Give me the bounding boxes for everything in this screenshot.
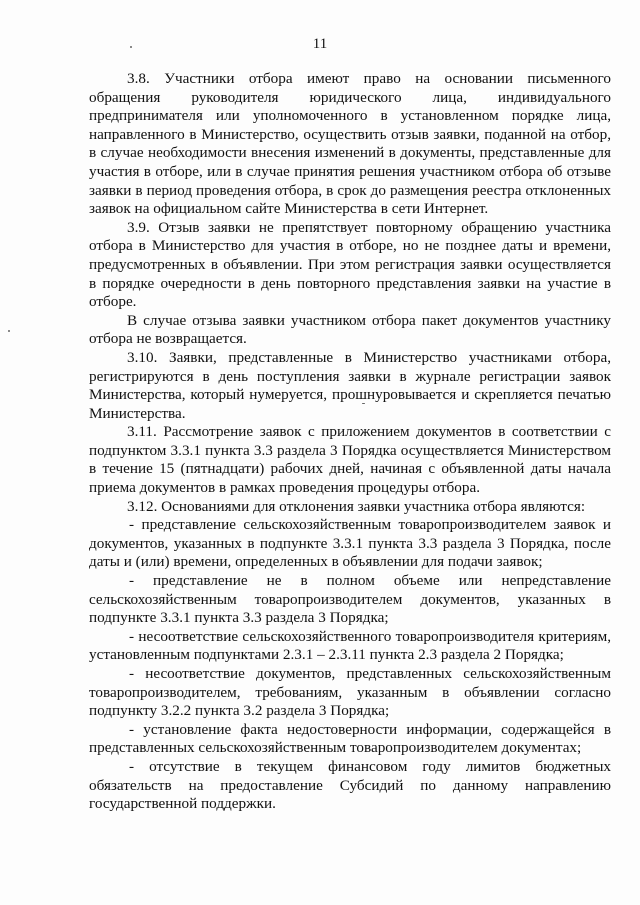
- rejection-reason-item: - несоответствие сельскохозяйственного товаропроизводителя критериям, установленным подпунктами 2.3.1 – 2.3.11 пункта 2.3 раздела 2 Порядка;: [89, 627, 611, 664]
- paragraph-3-10: 3.10. Заявки, представленные в Министерство участниками отбора, регистрируются в день поступления заявки в журнале регистрации заявок Министерства, который нумеруется, прошнуровывается и скрепляется печатью Министерства.: [89, 348, 611, 422]
- rejection-reason-item: - установление факта недостоверности информации, содержащейся в представленных сельскохозяйственным товаропроизводителем документах;: [89, 720, 611, 757]
- paragraph-withdrawal-note: В случае отзыва заявки участником отбора пакет документов участнику отбора не возвращается.: [89, 311, 611, 348]
- rejection-reason-item: - отсутствие в текущем финансовом году лимитов бюджетных обязательств на предоставление Субсидий по данному направлению государственной поддержки.: [89, 757, 611, 813]
- scan-speck: [8, 330, 10, 332]
- paragraph-3-8: 3.8. Участники отбора имеют право на основании письменного обращения руководителя юридического лица, индивидуального предпринимателя или уполномоченного в установленном порядке лица, направленного в Министерство, осуществить отзыв заявки, поданной на отбор, в случае необходимости внесения изменений в документы, представленные для участия в отборе, или в случае принятия решения участником отбора об отзыве заявки в период проведения отбора, в срок до размещения реестра отклоненных заявок на официальном сайте Министерства в сети Интернет.: [89, 70, 611, 218]
- paragraph-3-9: 3.9. Отзыв заявки не препятствует повторному обращению участника отбора в Министерство для участия в отборе, но не позднее даты и времени, предусмотренных в объявлении. При этом регистрация заявки осуществляется в порядке очередности в день повторного представления заявки на участие в отборе.: [89, 218, 611, 311]
- document-body: [89, 70, 611, 814]
- rejection-reason-item: - представление сельскохозяйственным товаропроизводителем заявок и документов, указанных в подпункте 3.3.1 пункта 3.3 раздела 3 Порядка, после даты и (или) времени, определенных в объявлении для подачи заявок;: [89, 516, 611, 571]
- page-number: 11: [312, 36, 328, 52]
- rejection-reason-item: - несоответствие документов, представленных сельскохозяйственным товаропроизводителем, требованиям, указанным в объявлении согласно подпункту 3.2.2 пункта 3.2 раздела 3 Порядка;: [89, 665, 611, 720]
- paragraph-3-11: 3.11. Рассмотрение заявок с приложением документов в соответствии с подпунктом 3.3.1 пункта 3.3 раздела 3 Порядка осуществляется Министерством в течение 15 (пятнадцати) рабочих дней, начиная с объявленной даты начала приема документов в рамках проведения процедуры отбора.: [89, 423, 611, 497]
- paragraph-3-12: 3.12. Основаниями для отклонения заявки участника отбора являются:: [127, 497, 586, 515]
- rejection-reason-item: - представление не в полном объеме или непредставление сельскохозяйственным товаропроизводителем документов, указанных в подпункте 3.3.1 пункта 3.3 раздела 3 Порядка;: [89, 572, 611, 627]
